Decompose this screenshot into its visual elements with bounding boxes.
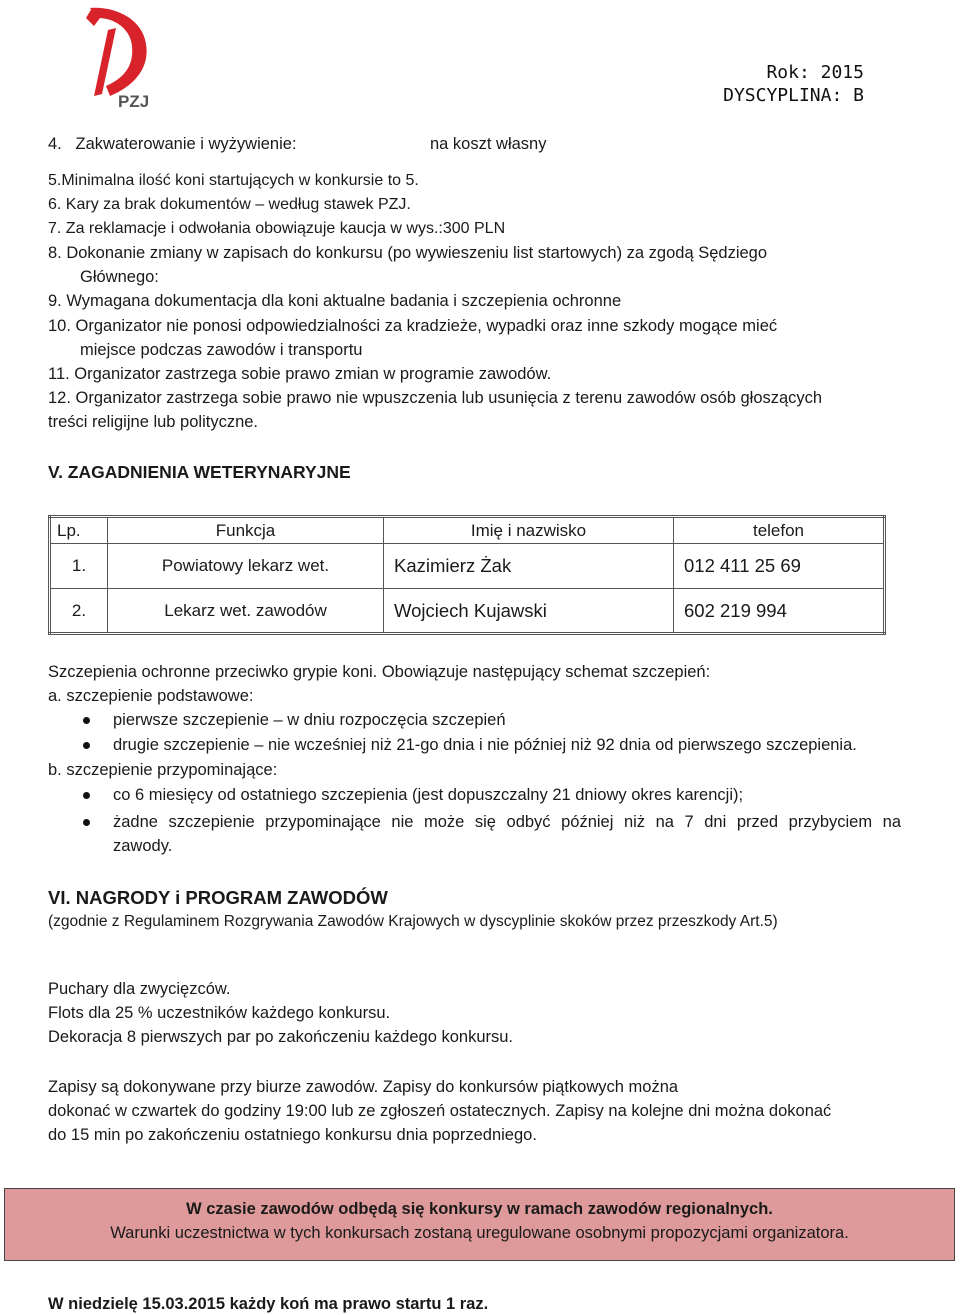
awards-line: Flots dla 25 % uczestników każdego konkursu. bbox=[48, 1004, 391, 1022]
awards-section-title: VI. NAGRODY i PROGRAM ZAWODÓW bbox=[48, 887, 388, 908]
table-cell: Powiatowy lekarz wet. bbox=[108, 544, 384, 589]
bullet-icon bbox=[83, 792, 90, 799]
registration-line: dokonać w czwartek do godziny 19:00 lub ze zgłoszeń ostatecznych. Zapisy na kolejne dni można dokonać bbox=[48, 1102, 832, 1120]
logo-text: PZJ bbox=[118, 92, 150, 111]
document-header bbox=[723, 61, 864, 107]
rule-11: 11. Organizator zastrzega sobie prawo zmian w programie zawodów. bbox=[48, 365, 552, 383]
rule-9: 9. Wymagana dokumentacja dla koni aktualne badania i szczepienia ochronne bbox=[48, 292, 622, 310]
rule-text: Zakwaterowanie i wyżywienie: bbox=[75, 135, 297, 153]
table-row bbox=[50, 589, 885, 634]
rule-10-cont: miejsce podczas zawodów i transportu bbox=[80, 341, 363, 359]
rule-5: 5.Minimalna ilość koni startujących w konkursie to 5. bbox=[48, 172, 419, 189]
regional-competitions-box bbox=[4, 1188, 955, 1261]
list-item: drugie szczepienie – nie wcześniej niż 21-go dnia i nie później niż 92 dnia od pierwszego szczepienia. bbox=[113, 736, 857, 754]
vaccination-b-title: b. szczepienie przypominające: bbox=[48, 761, 278, 779]
discipline-line: DYSCYPLINA: B bbox=[723, 85, 864, 106]
bullet-icon bbox=[83, 819, 90, 826]
rule-8-cont: Głównego: bbox=[80, 268, 159, 286]
sunday-start-note: W niedzielę 15.03.2015 każdy koń ma prawo startu 1 raz. bbox=[48, 1295, 489, 1313]
bullet-icon bbox=[83, 742, 90, 749]
info-box-line-2: Warunki uczestnictwa w tych konkursach zostaną uregulowane osobnymi propozycjami organizatora. bbox=[110, 1224, 849, 1242]
rule-4 bbox=[48, 132, 297, 156]
vet-section-title: V. ZAGADNIENIA WETERYNARYJNE bbox=[48, 462, 351, 482]
list-item-cont: zawody. bbox=[113, 837, 173, 855]
year-line: Rok: 2015 bbox=[766, 62, 864, 83]
table-cell: 1. bbox=[50, 544, 108, 589]
rule-8: 8. Dokonanie zmiany w zapisach do konkursu (po wywieszeniu list startowych) za zgodą Sędziego bbox=[48, 244, 768, 262]
column-header: Lp. bbox=[50, 517, 108, 544]
column-header: Imię i nazwisko bbox=[384, 517, 674, 544]
awards-line: Dekoracja 8 pierwszych par po zakończeniu każdego konkursu. bbox=[48, 1028, 513, 1046]
vaccination-intro: Szczepienia ochronne przeciwko grypie koni. Obowiązuje następujący schemat szczepień: bbox=[48, 663, 711, 681]
pzj-logo bbox=[80, 4, 162, 112]
column-header: Funkcja bbox=[108, 517, 384, 544]
rule-7: 7. Za reklamacje i odwołania obowiązuje kaucja w wys.:300 PLN bbox=[48, 220, 506, 237]
table-cell: 602 219 994 bbox=[674, 589, 885, 634]
awards-subtitle: (zgodnie z Regulaminem Rozgrywania Zawodów Krajowych w dyscyplinie skoków przez przeszkody Art.5) bbox=[48, 913, 778, 930]
vet-table bbox=[48, 515, 886, 635]
rule-4-value: na koszt własny bbox=[430, 135, 547, 153]
table-cell: Kazimierz Żak bbox=[384, 544, 674, 589]
registration-line: Zapisy są dokonywane przy biurze zawodów. Zapisy do konkursów piątkowych można bbox=[48, 1078, 679, 1096]
table-header-row bbox=[50, 517, 885, 544]
list-item: pierwsze szczepienie – w dniu rozpoczęcia szczepień bbox=[113, 711, 506, 729]
rule-12-cont: treści religijne lub polityczne. bbox=[48, 413, 259, 431]
info-box-line-1: W czasie zawodów odbędą się konkursy w ramach zawodów regionalnych. bbox=[186, 1200, 773, 1218]
vaccination-a-title: a. szczepienie podstawowe: bbox=[48, 687, 254, 705]
rule-12: 12. Organizator zastrzega sobie prawo nie wpuszczenia lub usunięcia z terenu zawodów osób głoszących bbox=[48, 389, 823, 407]
rule-10: 10. Organizator nie ponosi odpowiedzialności za kradzieże, wypadki oraz inne szkody mogące mieć bbox=[48, 317, 778, 335]
rule-number: 4. bbox=[48, 135, 62, 153]
rule-6: 6. Kary za brak dokumentów – według stawek PZJ. bbox=[48, 196, 411, 213]
awards-line: Puchary dla zwycięzców. bbox=[48, 980, 231, 998]
table-row bbox=[50, 544, 885, 589]
registration-line: do 15 min po zakończeniu ostatniego konkursu dnia poprzedniego. bbox=[48, 1126, 537, 1144]
table-cell: Wojciech Kujawski bbox=[384, 589, 674, 634]
list-item: co 6 miesięcy od ostatniego szczepienia (jest dopuszczalny 21 dniowy okres karencji); bbox=[113, 786, 744, 804]
list-item: żadne szczepienie przypominające nie może się odbyć później niż na 7 dni przed przybyciem na bbox=[113, 813, 901, 831]
bullet-icon bbox=[83, 717, 90, 724]
table-cell: Lekarz wet. zawodów bbox=[108, 589, 384, 634]
table-cell: 2. bbox=[50, 589, 108, 634]
column-header: telefon bbox=[674, 517, 885, 544]
table-cell: 012 411 25 69 bbox=[674, 544, 885, 589]
